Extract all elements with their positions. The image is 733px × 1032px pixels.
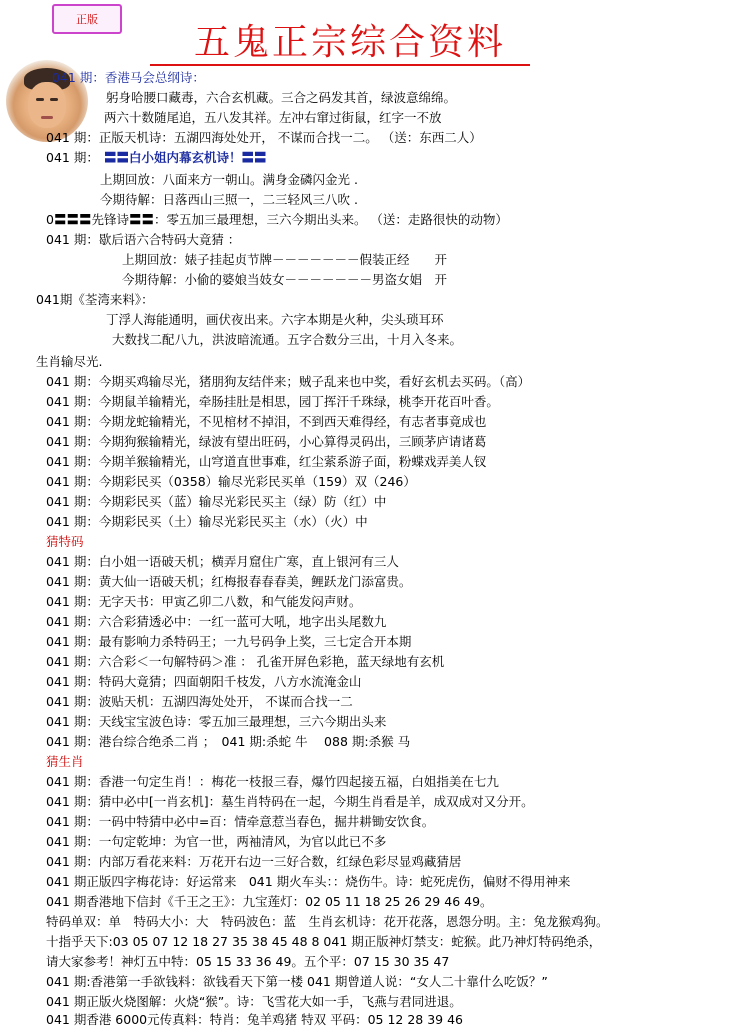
text-line: 041 期：今期鼠羊输精光，牵肠挂肚是相思，园丁挥汗千珠绿，桃李开花百叶香。 [46,394,499,409]
text-line: 041 期：波贴天机：五湖四海处处开， 不谋而合找一二 [46,694,353,709]
portrait-face [28,82,66,128]
text-line: 041 期：白小姐一语破天机；横弄月窟住广寒，直上银河有三人 [46,554,399,569]
text-line: 请大家参考！神灯五中特：05 15 33 36 49。五个平：07 15 30 35 47 [46,954,450,969]
portrait-eye [50,98,58,101]
text-line: 猜生肖 [46,754,84,769]
version-badge: 正版 [52,4,122,34]
title-underline [150,64,530,66]
text-line: 041 期：香港一句定生肖！：梅花一枝报三春，爆竹四起接五福，白姐指美在七九 [46,774,499,789]
text-line: 041 期香港地下信封《千王之王》：九宝莲灯：02 05 11 18 25 26 29 46 49。 [46,894,493,909]
text-line: 041 期：特码大竟猜；四面朝阳千枝发，八方水流淹金山 [46,674,362,689]
portrait-eye [36,98,44,101]
text-line: 041 期：天线宝宝波色诗：零五加三最理想，三六今期出头来 [46,714,387,729]
portrait-mouth [41,116,53,119]
text-line: 猜特码 [46,534,84,549]
text-line: 041 期：今期龙蛇输精光，不见棺材不掉泪，不到西天难得经，有志者事竟成也 [46,414,487,429]
text-line: 〓〓白小姐内幕玄机诗！〓〓 [104,150,267,165]
text-line: 041 期：今期彩民买（0358）输尽光彩民买单（159）双（246） [46,474,416,489]
text-line: 041 期：港台综合绝杀二肖 ； 041 期:杀蛇 牛 088 期:杀猴 马 [46,734,411,749]
text-line: 躬身哈腰口藏毒，六合玄机藏。三合之码发其首，绿波意绵绵。 [106,90,457,105]
text-line: 041 期：六合彩猜透必中：一红一蓝可大吼，地字出头尾数九 [46,614,387,629]
text-line: 041 期： [46,150,99,165]
text-line: 041期《荃湾来料》： [36,292,154,307]
text-line: 041 期正版火烧图解：火烧“猴”。诗：飞雪花大如一手，飞燕与君同进退。 [46,994,462,1009]
text-line: 041 期：香港马会总纲诗： [52,70,205,85]
text-line: 特码单双：单 特码大小：大 特码波色：蓝 生肖玄机诗：花开花落，恩怨分明。主：兔龙猴鸡狗。 [46,914,609,929]
text-line: 十指乎天下:03 05 07 12 18 27 35 38 45 48 8 041 期正版神灯禁支：蛇猴。此乃神灯特码绝杀， [46,934,602,949]
text-line: 041 期：最有影响力杀特码王；一九号码争上奖，三七定合开本期 [46,634,412,649]
text-line: 今期待解：小偷的婆娘当妓女－－－－－－－男盗女娼 开 [122,272,448,287]
text-line: 上期回放：八面来方一朝山。满身金磷闪金光 . [100,172,358,187]
text-line: 041 期：一码中特猜中必中=百：情牵意惹当春色，掘井耕锄安饮食。 [46,814,435,829]
text-line: 041 期:香港第一手欲钱料：欲钱看天下第一楼 041 期曾道人说：“女人二十靠什么吃饭？” [46,974,548,989]
text-line: 041 期：无字天书：甲寅乙卯二八数，和气能发闷声财。 [46,594,362,609]
text-line: 041 期：内部万看花来料：万花开右边一三好合数，红绿色彩尽显鸡藏猜居 [46,854,462,869]
text-line: 041 期：黄大仙一语破天机；红梅报春春春美，鲤跃龙门添富贵。 [46,574,412,589]
text-line: 041 期：歇后语六合特码大竟猜 ： [46,232,241,247]
text-line: 041 期：今期羊猴输精光，山穹道直世事难，红尘萦系游子面，粉蝶戏弄美人钗 [46,454,487,469]
text-line: 两六十数随尾追，五八发其祥。左冲右窜过街鼠，红字一不放 [104,110,442,125]
text-line: 0〓〓〓先锋诗〓〓：零五加三最理想，三六今期出头来。 （送：走路很快的动物） [46,212,508,227]
text-line: 041 期：猜中必中[一肖玄机]：墓生肖特码在一起，今期生肖看是羊，成双成对又分开。 [46,794,534,809]
text-line: 生肖输尽光. [36,354,103,369]
text-line: 丁浮人海能通明，画伏夜出来。六字本期是火种，尖头琐耳环 [106,312,444,327]
text-line: 041 期：今期彩民买（土）输尽光彩民买主（水）（火）中 [46,514,368,529]
text-line: 041 期：一句定乾坤：为官一世，两袖清风，为官以此已不多 [46,834,387,849]
text-line: 041 期：正版天机诗：五湖四海处处开， 不谋而合找一二。 （送：东西二人） [46,130,482,145]
page-title: 五鬼正宗综合资料 [193,22,506,63]
text-line: 041 期：今期狗猴输精光，绿波有望出旺码，小心算得灵码出，三顾茅庐请诸葛 [46,434,487,449]
text-line: 041 期香港 6000元传真料：特肖：兔羊鸡猪 特双 平码：05 12 28 39 46 [46,1012,463,1027]
text-line: 041 期：今期彩民买（蓝）输尽光彩民买主（绿）防（红）中 [46,494,387,509]
text-line: 上期回放：婊子挂起贞节牌－－－－－－－假装正经 开 [122,252,448,267]
text-line: 041 期：今期买鸡输尽光，猪朋狗友结伴来；贼子乱来也中奖，看好玄机去买码。（高） [46,374,531,389]
text-line: 大数找二配八九，洪波暗流通。五字合数分三出，十月入冬来。 [112,332,463,347]
text-line: 041 期：六合彩＜一句解特码＞准 ： 孔雀开屏色彩艳，蓝天绿地有玄机 [46,654,445,669]
text-line: 041 期正版四字梅花诗：好运常来 041 期火车头：：烧伤牛。诗：蛇死虎伤，偏财不得用神来 [46,874,571,889]
text-line: 今期待解：日落西山三照一，二三轻风三八吹 . [100,192,358,207]
